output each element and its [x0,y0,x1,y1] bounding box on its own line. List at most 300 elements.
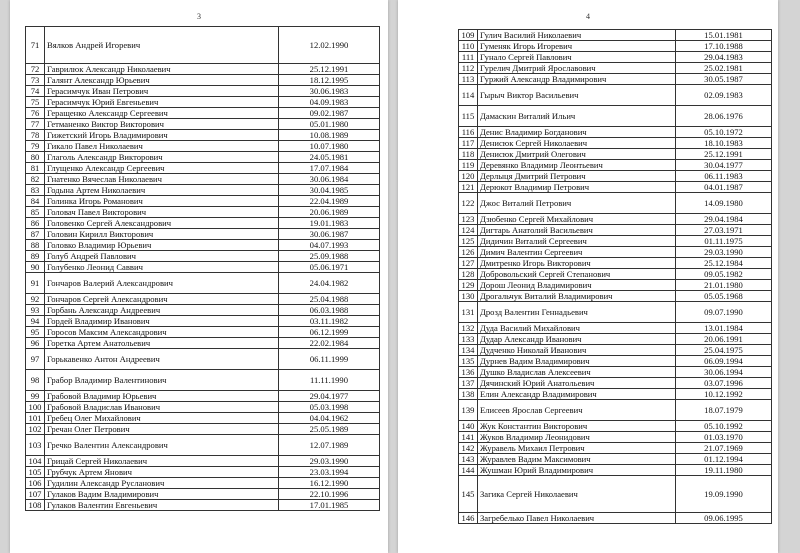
birth-date: 29.04.1977 [279,391,380,402]
document-page-right [398,0,778,553]
row-number: 111 [459,52,478,63]
person-name: Грабовой Владимир Юрьевич [45,391,279,402]
table-row [459,454,772,465]
birth-date: 06.11.1983 [676,171,772,182]
table-row [26,424,380,435]
person-name: Гречко Валентин Александрович [45,435,279,456]
table-row [26,97,380,108]
row-number: 121 [459,182,478,193]
birth-date: 29.03.1990 [676,247,772,258]
table-row [459,74,772,85]
row-number: 107 [26,489,45,500]
table-row [26,75,380,86]
table-row [459,127,772,138]
person-name: Голубенко Леонид Саввич [45,262,279,273]
person-name: Гулаков Валентин Евгеньевич [45,500,279,511]
row-number: 89 [26,251,45,262]
table-row [459,513,772,524]
person-name: Головенко Сергей Александрович [45,218,279,229]
birth-date: 30.06.1983 [279,86,380,97]
birth-date: 29.04.1984 [676,214,772,225]
person-name: Гикало Павел Николаевич [45,141,279,152]
person-name: Жушман Юрий Владимирович [478,465,676,476]
birth-date: 13.01.1984 [676,323,772,334]
person-name: Гудилин Александр Русланович [45,478,279,489]
row-number: 122 [459,193,478,214]
person-name: Годына Артем Николаевич [45,185,279,196]
person-name: Елин Александр Владимирович [478,389,676,400]
table-row [26,489,380,500]
row-number: 85 [26,207,45,218]
row-number: 146 [459,513,478,524]
birth-date: 04.07.1993 [279,240,380,251]
birth-date: 21.07.1969 [676,443,772,454]
birth-date: 30.04.1985 [279,185,380,196]
birth-date: 29.04.1983 [676,52,772,63]
table-row [26,294,380,305]
table-row [26,174,380,185]
table-row [459,52,772,63]
person-name: Глаголь Александр Викторович [45,152,279,163]
table-row [459,236,772,247]
row-number: 124 [459,225,478,236]
birth-date: 30.04.1977 [676,160,772,171]
row-number: 74 [26,86,45,97]
row-number: 103 [26,435,45,456]
row-number: 131 [459,302,478,323]
table-row [459,476,772,513]
row-number: 115 [459,106,478,127]
birth-date: 18.12.1995 [279,75,380,86]
person-name: Грабор Владимир Валентинович [45,370,279,391]
birth-date: 17.01.1985 [279,500,380,511]
row-number: 123 [459,214,478,225]
table-row [26,196,380,207]
row-number: 73 [26,75,45,86]
table-row [459,280,772,291]
birth-date: 09.02.1987 [279,108,380,119]
row-number: 91 [26,273,45,294]
person-name: Душко Владислав Алексеевич [478,367,676,378]
row-number: 80 [26,152,45,163]
page-number: 4 [586,12,590,21]
table-row [26,413,380,424]
table-row [26,402,380,413]
person-name: Загика Сергей Николаевич [478,476,676,513]
birth-date: 11.11.1990 [279,370,380,391]
person-name: Галянт Александр Юрьевич [45,75,279,86]
table-row [26,27,380,64]
table-row [26,130,380,141]
person-name: Дзюбенко Сергей Михайлович [478,214,676,225]
row-number: 106 [26,478,45,489]
birth-date: 30.06.1987 [279,229,380,240]
table-row [459,443,772,454]
person-name: Денисюк Сергей Николаевич [478,138,676,149]
row-number: 114 [459,85,478,106]
person-name: Дудченко Николай Иванович [478,345,676,356]
table-row [459,138,772,149]
birth-date: 06.03.1988 [279,305,380,316]
birth-date: 22.04.1989 [279,196,380,207]
table-row [26,273,380,294]
row-number: 86 [26,218,45,229]
person-name: Голинка Игорь Романович [45,196,279,207]
birth-date: 25.09.1988 [279,251,380,262]
birth-date: 05.05.1968 [676,291,772,302]
birth-date: 05.10.1972 [676,127,772,138]
page-number: 3 [197,12,201,21]
person-name: Гребец Олег Михайлович [45,413,279,424]
birth-date: 04.09.1983 [279,97,380,108]
row-number: 102 [26,424,45,435]
table-row [26,152,380,163]
table-row [459,400,772,421]
person-name: Горькавенко Антон Андреевич [45,349,279,370]
birth-date: 06.09.1994 [676,356,772,367]
table-row [459,160,772,171]
row-number: 87 [26,229,45,240]
row-number: 143 [459,454,478,465]
person-name: Дидичин Виталий Сергеевич [478,236,676,247]
table-row [459,432,772,443]
birth-date: 30.06.1984 [279,174,380,185]
person-name: Гулаков Вадим Владимирович [45,489,279,500]
birth-date: 20.06.1989 [279,207,380,218]
birth-date: 27.03.1971 [676,225,772,236]
table-row [459,345,772,356]
row-number: 135 [459,356,478,367]
birth-date: 19.01.1983 [279,218,380,229]
birth-date: 21.01.1980 [676,280,772,291]
row-number: 132 [459,323,478,334]
row-number: 142 [459,443,478,454]
birth-date: 28.06.1976 [676,106,772,127]
table-row [459,356,772,367]
row-number: 81 [26,163,45,174]
table-row [26,349,380,370]
birth-date: 09.05.1982 [676,269,772,280]
row-number: 98 [26,370,45,391]
person-name: Горетка Артем Анатольевич [45,338,279,349]
person-name: Журавель Михаил Петрович [478,443,676,454]
row-number: 79 [26,141,45,152]
birth-date: 30.06.1994 [676,367,772,378]
person-name: Головко Владимир Юрьевич [45,240,279,251]
table-row [26,391,380,402]
person-name: Дячинский Юрий Анатольевич [478,378,676,389]
person-name: Геращенко Александр Сергеевич [45,108,279,119]
row-number: 127 [459,258,478,269]
row-number: 78 [26,130,45,141]
person-name: Жук Константин Викторович [478,421,676,432]
table-row [459,85,772,106]
birth-date: 18.07.1979 [676,400,772,421]
row-number: 109 [459,30,478,41]
table-row [459,41,772,52]
birth-date: 09.07.1990 [676,302,772,323]
person-name: Гырыч Виктор Васильевич [478,85,676,106]
row-number: 105 [26,467,45,478]
birth-date: 14.09.1980 [676,193,772,214]
table-row [459,149,772,160]
birth-date: 06.11.1999 [279,349,380,370]
table-row [459,378,772,389]
document-page-left [10,0,388,553]
birth-date: 20.06.1991 [676,334,772,345]
table-row [459,63,772,74]
row-number: 140 [459,421,478,432]
birth-date: 24.04.1982 [279,273,380,294]
row-number: 139 [459,400,478,421]
row-number: 104 [26,456,45,467]
row-number: 92 [26,294,45,305]
person-name: Герасимчук Иван Петрович [45,86,279,97]
person-name: Гнатенко Вячеслав Николаевич [45,174,279,185]
table-row [26,456,380,467]
names-table-body [26,27,380,511]
table-row [26,86,380,97]
table-row [26,370,380,391]
row-number: 118 [459,149,478,160]
birth-date: 05.01.1980 [279,119,380,130]
person-name: Гуржий Александр Владимирович [478,74,676,85]
row-number: 119 [459,160,478,171]
birth-date: 03.11.1982 [279,316,380,327]
person-name: Гордей Владимир Иванович [45,316,279,327]
person-name: Гончаров Валерий Александрович [45,273,279,294]
birth-date: 29.03.1990 [279,456,380,467]
row-number: 99 [26,391,45,402]
birth-date: 19.09.1990 [676,476,772,513]
person-name: Дерлыця Дмитрий Петрович [478,171,676,182]
table-row [459,182,772,193]
table-row [459,171,772,182]
birth-date: 05.06.1971 [279,262,380,273]
table-row [459,421,772,432]
birth-date: 06.12.1999 [279,327,380,338]
person-name: Димич Валентин Сергеевич [478,247,676,258]
person-name: Дрозд Валентин Геннадьевич [478,302,676,323]
birth-date: 25.04.1975 [676,345,772,356]
row-number: 100 [26,402,45,413]
person-name: Дудар Александр Иванович [478,334,676,345]
birth-date: 17.07.1984 [279,163,380,174]
table-row [459,225,772,236]
row-number: 129 [459,280,478,291]
person-name: Денисюк Дмитрий Олегович [478,149,676,160]
row-number: 128 [459,269,478,280]
names-table-body [459,30,772,524]
person-name: Жуков Владимир Леонидович [478,432,676,443]
row-number: 95 [26,327,45,338]
row-number: 137 [459,378,478,389]
person-name: Голуб Андрей Павлович [45,251,279,262]
person-name: Горбань Александр Андреевич [45,305,279,316]
birth-date: 01.11.1975 [676,236,772,247]
row-number: 141 [459,432,478,443]
row-number: 113 [459,74,478,85]
table-row [26,435,380,456]
person-name: Гулич Василий Николаевич [478,30,676,41]
person-name: Дигтарь Анатолий Васильевич [478,225,676,236]
table-row [459,106,772,127]
row-number: 90 [26,262,45,273]
table-row [459,367,772,378]
row-number: 76 [26,108,45,119]
row-number: 96 [26,338,45,349]
row-number: 84 [26,196,45,207]
row-number: 94 [26,316,45,327]
table-row [26,108,380,119]
birth-date: 10.08.1989 [279,130,380,141]
table-row [26,251,380,262]
row-number: 93 [26,305,45,316]
birth-date: 10.07.1980 [279,141,380,152]
person-name: Гетманенко Виктор Викторович [45,119,279,130]
person-name: Журавлев Вадим Максимович [478,454,676,465]
person-name: Герасимчук Юрий Евгеньевич [45,97,279,108]
birth-date: 30.05.1987 [676,74,772,85]
birth-date: 25.02.1981 [676,63,772,74]
row-number: 134 [459,345,478,356]
birth-date: 25.12.1991 [279,64,380,75]
table-row [26,229,380,240]
birth-date: 12.02.1990 [279,27,380,64]
row-number: 117 [459,138,478,149]
birth-date: 24.05.1981 [279,152,380,163]
person-name: Гижетский Игорь Владимирович [45,130,279,141]
person-name: Деревянко Владимир Леонтьевич [478,160,676,171]
birth-date: 15.01.1981 [676,30,772,41]
person-name: Джос Виталий Петрович [478,193,676,214]
table-row [459,291,772,302]
birth-date: 19.11.1980 [676,465,772,476]
table-row [26,119,380,130]
birth-date: 05.10.1992 [676,421,772,432]
table-row [26,305,380,316]
birth-date: 23.03.1994 [279,467,380,478]
person-name: Дурнев Вадим Владимирович [478,356,676,367]
names-table [458,29,772,524]
person-name: Дерюкот Владимир Петрович [478,182,676,193]
row-number: 83 [26,185,45,196]
table-row [459,334,772,345]
row-number: 133 [459,334,478,345]
person-name: Денис Владимир Богданович [478,127,676,138]
table-row [26,240,380,251]
person-name: Загребелько Павел Николаевич [478,513,676,524]
birth-date: 17.10.1988 [676,41,772,52]
row-number: 101 [26,413,45,424]
table-row [459,323,772,334]
row-number: 75 [26,97,45,108]
table-row [26,327,380,338]
birth-date: 04.04.1962 [279,413,380,424]
birth-date: 25.12.1984 [676,258,772,269]
person-name: Дуда Василий Михайлович [478,323,676,334]
row-number: 97 [26,349,45,370]
row-number: 138 [459,389,478,400]
row-number: 130 [459,291,478,302]
row-number: 144 [459,465,478,476]
birth-date: 04.01.1987 [676,182,772,193]
person-name: Дорош Леонид Владимирович [478,280,676,291]
person-name: Грабовой Владислав Иванович [45,402,279,413]
birth-date: 12.07.1989 [279,435,380,456]
table-row [26,218,380,229]
table-row [26,262,380,273]
person-name: Грицай Сергей Николаевич [45,456,279,467]
birth-date: 22.02.1984 [279,338,380,349]
table-row [459,214,772,225]
table-row [26,207,380,218]
row-number: 126 [459,247,478,258]
row-number: 88 [26,240,45,251]
birth-date: 25.05.1989 [279,424,380,435]
row-number: 116 [459,127,478,138]
person-name: Добровольский Сергей Степанович [478,269,676,280]
birth-date: 02.09.1983 [676,85,772,106]
row-number: 110 [459,41,478,52]
table-row [26,500,380,511]
birth-date: 16.12.1990 [279,478,380,489]
person-name: Дмитренко Игорь Викторович [478,258,676,269]
person-name: Гаврилюк Александр Николаевич [45,64,279,75]
birth-date: 05.03.1998 [279,402,380,413]
person-name: Глущенко Александр Сергеевич [45,163,279,174]
birth-date: 09.06.1995 [676,513,772,524]
row-number: 145 [459,476,478,513]
birth-date: 18.10.1983 [676,138,772,149]
person-name: Головач Павел Викторович [45,207,279,218]
person-name: Вялков Андрей Игоревич [45,27,279,64]
birth-date: 01.03.1970 [676,432,772,443]
row-number: 82 [26,174,45,185]
row-number: 125 [459,236,478,247]
table-row [26,467,380,478]
birth-date: 10.12.1992 [676,389,772,400]
person-name: Елисеев Ярослав Сергеевич [478,400,676,421]
person-name: Гречан Олег Петрович [45,424,279,435]
table-row [459,302,772,323]
table-row [26,185,380,196]
person-name: Горосов Максим Александрович [45,327,279,338]
birth-date: 03.07.1996 [676,378,772,389]
table-row [459,247,772,258]
person-name: Грубчук Артем Янович [45,467,279,478]
birth-date: 22.10.1996 [279,489,380,500]
row-number: 108 [26,500,45,511]
birth-date: 01.12.1994 [676,454,772,465]
table-row [459,389,772,400]
table-row [26,64,380,75]
person-name: Гончаров Сергей Александрович [45,294,279,305]
row-number: 72 [26,64,45,75]
table-row [26,163,380,174]
birth-date: 25.12.1991 [676,149,772,160]
person-name: Дамаскин Виталий Ильич [478,106,676,127]
row-number: 112 [459,63,478,74]
table-row [26,478,380,489]
table-row [459,30,772,41]
table-row [459,465,772,476]
table-row [26,338,380,349]
table-row [459,269,772,280]
row-number: 120 [459,171,478,182]
birth-date: 25.04.1988 [279,294,380,305]
person-name: Гунало Сергей Павлович [478,52,676,63]
